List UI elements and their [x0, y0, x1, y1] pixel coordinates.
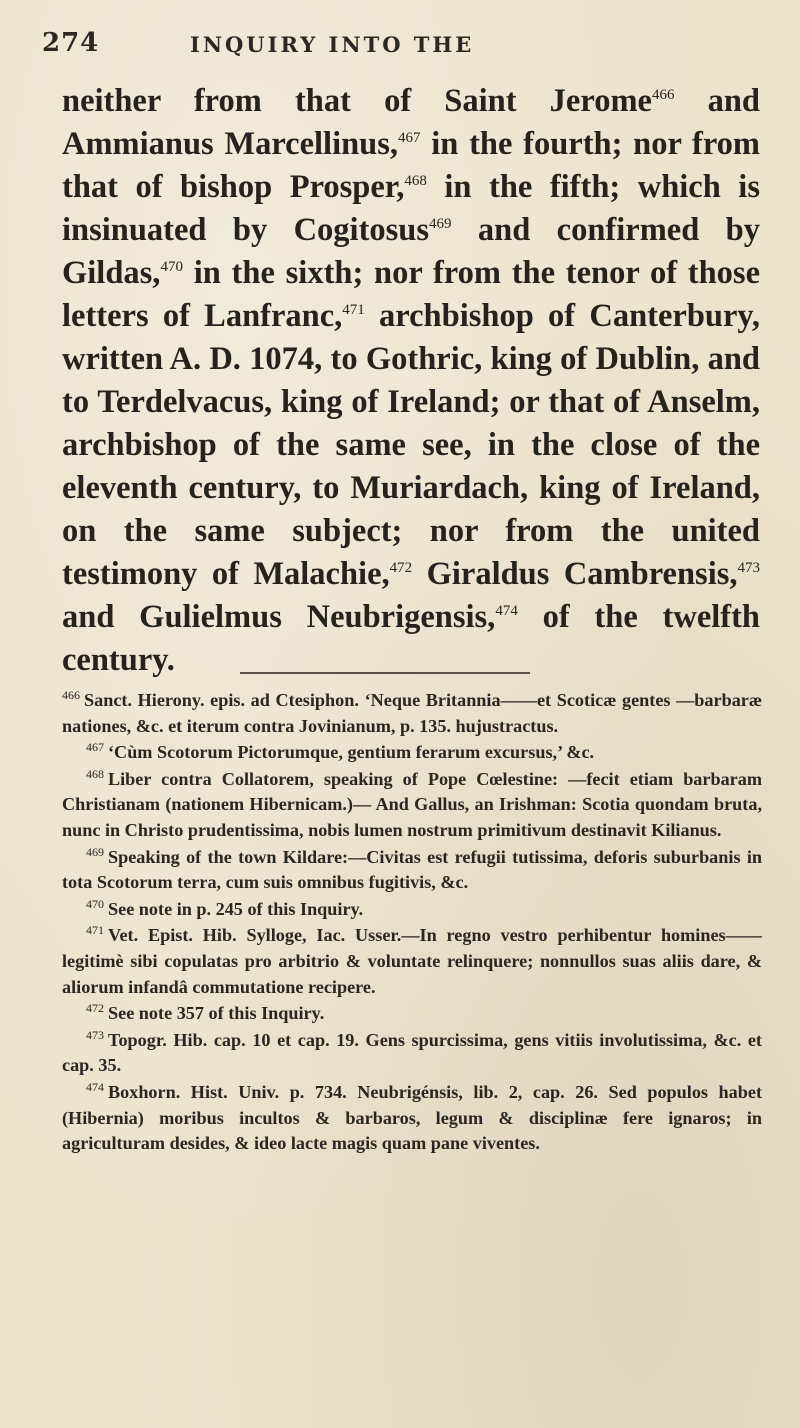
running-head — [40, 24, 760, 64]
text-run: in the fifth; which is insinuated by Cogitosus — [62, 169, 760, 248]
footnote-text: Boxhorn. Hist. Univ. p. 734. Neubrigénsis, lib. 2, cap. 26. Sed populos habet (Hibernia) moribus incultos & barbaros, legum & disciplinæ fere ignaros; in agriculturam desides, & ideo lacte magis quam pane viventes. — [62, 1081, 762, 1154]
main-paragraph — [62, 80, 760, 682]
footnote-number: 468 — [86, 766, 104, 781]
footnote-ref: 473 — [737, 560, 760, 577]
footnote-466 — [62, 688, 762, 739]
text-run: Giraldus Cambrensis, — [412, 556, 738, 592]
footnote-ref: 468 — [404, 173, 427, 190]
text-run: in the fourth; nor from that of bishop Prosper, — [62, 126, 760, 205]
footnote-text: Liber contra Collatorem, speaking of Pope Cœlestine: —fecit etiam barbaram Christianam (nationem Hibernicam.)— And Gallus, an Irishman: Scotia quondam bruta, nunc in Christo prudentissima, nobis lumen nostrum primitivum destinavit Kilianus. — [62, 768, 762, 840]
text-run: and Gulielmus Neubrigensis, — [62, 599, 496, 635]
footnote-number: 469 — [86, 844, 104, 859]
footnote-number: 466 — [62, 687, 80, 702]
text-run: neither from that of Saint Jerome — [62, 83, 652, 119]
footnote-ref: 469 — [429, 216, 452, 233]
text-run: and confirmed by Gildas, — [62, 212, 760, 291]
footnote-rule — [240, 672, 530, 674]
footnote-number: 473 — [86, 1027, 104, 1042]
footnote-ref: 472 — [389, 560, 413, 577]
footnote-471 — [62, 923, 762, 1000]
footnote-text: Vet. Epist. Hib. Sylloge, Iac. Usser.—In regno vestro perhibentur homines——legitimè sibi copulatas pro arbitrio & voluntate relinquere; nonnullos suas aliis dare, & aliorum infandâ commutatione recipere. — [62, 925, 762, 997]
footnote-473 — [62, 1028, 762, 1079]
footnote-text: Speaking of the town Kildare:—Civitas est refugii tutissima, deforis suburbanis in tota Scotorum terra, cum suis omnibus fugitivis, &c. — [62, 846, 762, 893]
footnote-text: See note in p. 245 of this Inquiry. — [108, 898, 364, 919]
page-number: 274 — [42, 28, 100, 58]
footnote-468 — [62, 767, 762, 844]
footnote-472 — [62, 1001, 762, 1027]
footnote-number: 470 — [86, 896, 104, 911]
footnote-ref: 466 — [651, 87, 675, 104]
footnote-469 — [62, 845, 762, 896]
footnote-number: 472 — [86, 1001, 104, 1016]
footnote-text: ‘Cùm Scotorum Pictorumque, gentium ferarum excursus,’ &c. — [108, 742, 595, 763]
text-run: of the twelfth century. — [62, 599, 760, 678]
footnote-number: 467 — [86, 740, 104, 755]
text-run: and Ammianus Marcellinus, — [62, 83, 760, 162]
footnote-ref: 467 — [398, 130, 421, 147]
footnote-text: Sanct. Hierony. epis. ad Ctesiphon. ‘Neque Britannia——et Scoticæ gentes —barbaræ nationes, &c. et iterum contra Jovinianum, p. 135. hujustractus. — [62, 690, 762, 736]
footnote-number: 471 — [86, 923, 104, 938]
text-run: archbishop of Canterbury, written A. D. 1074, to Gothric, king of Dublin, and to Terdelvacus, king of Ireland; or that of Anselm, archbishop of the same see, in the close of the eleventh century, to Muriardach, king of Ireland, on the same subject; nor from the united testimony of Malachie, — [62, 298, 760, 592]
running-title: INQUIRY INTO THE — [190, 32, 475, 57]
text-run: in the sixth; nor from the tenor of those letters of Lanfranc, — [62, 255, 760, 334]
footnote-ref: 471 — [342, 302, 365, 319]
main-text — [62, 80, 760, 682]
footnote-467 — [62, 740, 762, 766]
footnote-text: Topogr. Hib. cap. 10 et cap. 19. Gens spurcissima, gens vitiis involutissima, &c. et cap. 35. — [62, 1029, 762, 1076]
footnote-474 — [62, 1080, 762, 1157]
footnote-ref: 474 — [495, 603, 518, 620]
footnote-ref: 470 — [160, 259, 183, 276]
footnote-number: 474 — [86, 1079, 104, 1094]
footnote-470 — [62, 897, 762, 923]
footnotes — [62, 688, 762, 1158]
footnote-text: See note 357 of this Inquiry. — [108, 1003, 325, 1024]
